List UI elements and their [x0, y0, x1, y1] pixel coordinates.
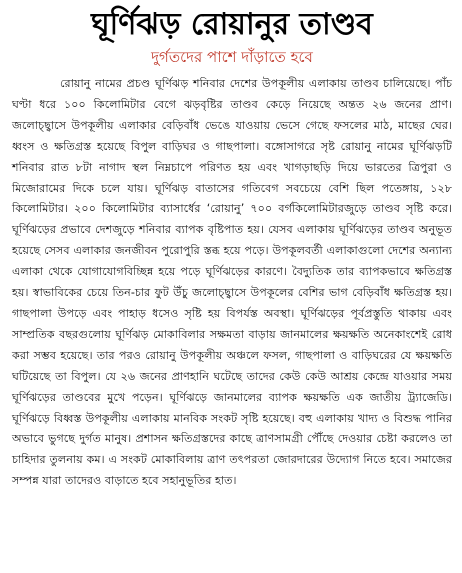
- article-body: রোয়ানু নামের প্রচণ্ড ঘূর্ণিঝড় শনিবার দেশের উপকূলীয় এলাকায় তাণ্ডব চালিয়েছে। পাঁচ ঘণ্টা ধরে ১০০ কিলোমিটার বেগে ঝড়বৃষ্টির তাণ্ডব কেড়ে নিয়েছে অন্তত ২৬ জনের প্রাণ। জলোচ্ছ্বাসে উপকূলীয় এলাকার বেড়িবাঁধ ভেঙে যাওয়ায় ভেসে গেছে ফসলের মাঠ, মাছের ঘের। ধ্বংস ও ক্ষতিগ্রস্ত হয়েছে বিপুল বাড়িঘর ও গাছপালা। বঙ্গোসাগরে সৃষ্ট রোয়ানু নামের ঘূর্ণিঝড়টি শনিবার রাত ৮টা নাগাদ স্থল নিম্নচাপে পরিণত হয় এবং খাগড়াছড়ি দিয়ে ভারতের ত্রিপুরা ও মিজোরামের দিকে চলে যায়। ঘূর্ণিঝড় বাতাসের গতিবেগ সবচেয়ে বেশি ছিল পতেঙ্গায়, ১২৮ কিলোমিটার। ২০০ কিলোমিটার ব্যাসার্ধের ‘রোয়ানু’ ৭০০ বর্গকিলোমিটারজুড়ে তাণ্ডব সৃষ্টি করে। ঘূর্ণিঝড়ের প্রভাবে দেশজুড়ে শনিবার ব্যাপক বৃষ্টিপাত হয়। যেসব এলাকায় ঘূর্ণিঝড়ের তাণ্ডব অনুভূত হয়েছে সেসব এলাকার জনজীবন পুরোপুরি স্তব্ধ হয়ে পড়ে। উপকূলবর্তী এলাকাগুলো দেশের অন্যান্য এলাকা থেকে যোগাযোগবিচ্ছিন্ন হয়ে পড়ে ঘূর্ণিঝড়ের কারণে। বৈদ্যুতিক তার ব্যাপকভাবে ক্ষতিগ্রস্ত হয়। স্বাভাবিকের চেয়ে তিন-চার ফুট উঁচু জলোচ্ছ্বাসে উপকূলের বেশির ভাগ বেড়িবাঁধ ক্ষতিগ্রস্ত হয়। গাছপালা উপড়ে এবং পাহাড় ধসেও সৃষ্টি হয় বিপর্যস্ত অবস্থা। ঘূর্ণিঝড়ের পূর্বপ্রস্তুতি থাকায় এবং সাম্প্রতিক বছরগুলোয় ঘূর্ণিঝড় মোকাবিলার সক্ষমতা বাড়ায় জানমালের ক্ষয়ক্ষতি অনেকাংশেই রোধ করা সম্ভব হয়েছে। তার পরও রোয়ানু উপকূলীয় অঞ্চলে ফসল, গাছপালা ও বাড়িঘরের যে ক্ষয়ক্ষতি ঘটিয়েছে তা বিপুল। যে ২৬ জনের প্রাণহানি ঘটেছে তাদের কেউ কেউ আশ্রয় কেন্দ্রে যাওয়ার সময় ঘূর্ণিঝড়ের তাণ্ডবের মুখে পড়েন। ঘূর্ণিঝড়ে জানমালের ব্যাপক ক্ষয়ক্ষতি এক জাতীয় ট্র্যাজেডি। ঘূর্ণিঝড়ে বিধ্বস্ত উপকূলীয় এলাকায় মানবিক সংকট সৃষ্টি হয়েছে। বহু এলাকায় খাদ্য ও বিশুদ্ধ পানির অভাবে ভুগছে দুর্গত মানুষ। প্রশাসন ক্ষতিগ্রস্তদের কাছে ত্রাণসামগ্রী পৌঁছে দেওয়ার চেষ্টা করলেও তা চাহিদার তুলনায় কম। এ সংকট মোকাবিলায় ত্রাণ তৎপরতা জোরদারের উদ্যোগ নিতে হবে। সমাজের সম্পন্ন যারা তাদেরও বাড়াতে হবে সহানুভূতির হাত।: [12, 77, 452, 488]
- headline: ঘূর্ণিঝড় রোয়ানুর তাণ্ডব: [91, 7, 373, 42]
- subheadline: দুর্গতদের পাশে দাঁড়াতে হবে: [151, 48, 313, 66]
